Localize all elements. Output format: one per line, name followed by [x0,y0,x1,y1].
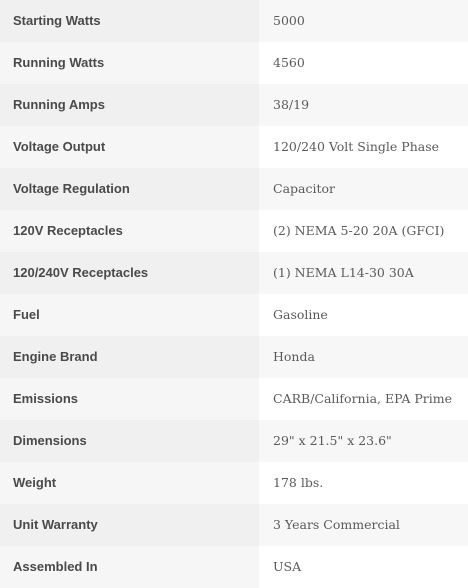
spec-label: Assembled In [0,546,259,588]
spec-value: 178 lbs. [259,462,468,504]
spec-row-assembled-in [0,546,468,588]
spec-label: Voltage Regulation [0,168,259,210]
spec-label: Weight [0,462,259,504]
spec-value: Honda [259,336,468,378]
spec-value: Gasoline [259,294,468,336]
spec-row-dimensions [0,420,468,462]
spec-row-120v-receptacles [0,210,468,252]
spec-row-unit-warranty [0,504,468,546]
spec-value: 3 Years Commercial [259,504,468,546]
spec-row-weight [0,462,468,504]
spec-label: Starting Watts [0,0,259,42]
spec-row-engine-brand [0,336,468,378]
spec-label: Fuel [0,294,259,336]
spec-row-emissions [0,378,468,420]
spec-value: 4560 [259,42,468,84]
spec-value: 5000 [259,0,468,42]
spec-value: 38/19 [259,84,468,126]
spec-label: Dimensions [0,420,259,462]
spec-row-starting-watts [0,0,468,42]
spec-label: Engine Brand [0,336,259,378]
spec-value: 120/240 Volt Single Phase [259,126,468,168]
spec-label: Voltage Output [0,126,259,168]
spec-row-voltage-regulation [0,168,468,210]
spec-value: (1) NEMA L14-30 30A [259,252,468,294]
spec-row-running-amps [0,84,468,126]
spec-value: (2) NEMA 5-20 20A (GFCI) [259,210,468,252]
spec-value: Capacitor [259,168,468,210]
spec-row-fuel [0,294,468,336]
spec-label: Emissions [0,378,259,420]
spec-row-running-watts [0,42,468,84]
spec-label: Unit Warranty [0,504,259,546]
spec-row-voltage-output [0,126,468,168]
spec-label: 120V Receptacles [0,210,259,252]
spec-label: Running Amps [0,84,259,126]
spec-value: USA [259,546,468,588]
spec-label: Running Watts [0,42,259,84]
spec-label: 120/240V Receptacles [0,252,259,294]
spec-value: CARB/California, EPA Prime [259,378,468,420]
spec-value: 29" x 21.5" x 23.6" [259,420,468,462]
spec-row-120-240v-receptacles [0,252,468,294]
